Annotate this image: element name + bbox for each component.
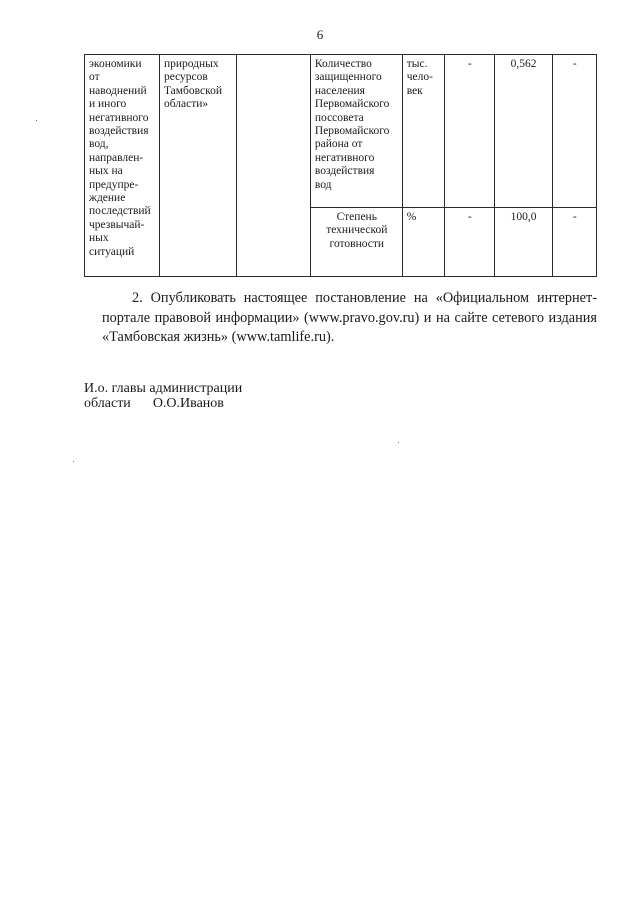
signatory-line [84,395,224,412]
value-cell: 100,0 [494,208,552,277]
publication-paragraph [102,289,597,348]
value-cell: - [552,208,596,277]
value-cell: - [444,55,494,208]
empty-cell [237,55,311,277]
signatory-title: И.о. главы администрации [84,381,243,396]
publication-text: 2. Опубликовать настоящее постановление на «Официальном интернет-портале правовой информации» (www.pravo.gov.ru) и на сайте сетевого издания «Тамбовская жизнь» (www.tamlife.ru). [102,290,597,345]
signatory-region: области [84,396,131,411]
table-row [85,55,597,208]
scan-speck [73,461,74,462]
unit-cell: % [402,208,444,277]
value-cell: - [552,55,596,208]
scan-speck [398,442,399,443]
scan-speck [36,120,37,121]
measure-description-cell: экономики от наводнений и иного негативного воздействия вод, направлен- ных на предупре- ждение последствий чрезвычай- ных ситуаций [85,55,160,277]
indicator-name-cell: Степень технической готовности [310,208,402,277]
page-number: 6 [316,27,324,42]
value-cell: 0,562 [494,55,552,208]
signatory-name: О.О.Иванов [152,396,224,411]
value-cell: - [444,208,494,277]
unit-cell: тыс. чело- век [402,55,444,208]
program-indicators-table [84,54,597,277]
responsible-executor-cell: природных ресурсов Тамбовской области» [159,55,236,277]
indicator-name-cell: Количество защищенного населения Первомайского поссовета Первомайского района от негативного воздействия вод [310,55,402,208]
